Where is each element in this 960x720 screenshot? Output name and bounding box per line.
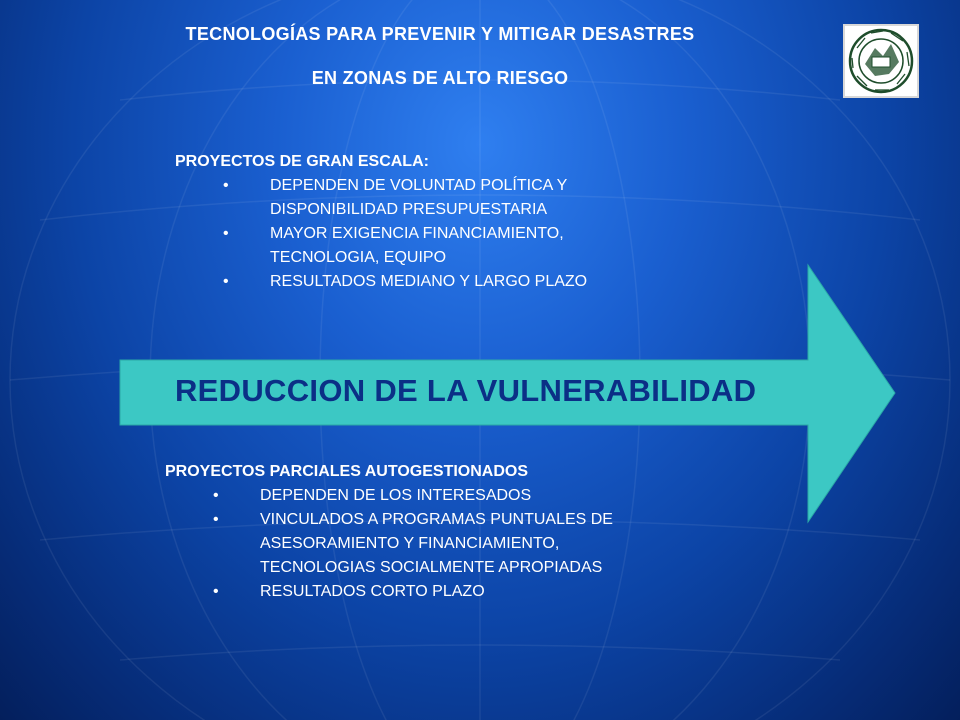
partial-projects [165, 463, 613, 604]
list-item [165, 508, 613, 580]
item-line: DEPENDEN DE VOLUNTAD POLÍTICA Y [270, 177, 568, 194]
bullet: • [213, 583, 219, 600]
title-line-1: TECNOLOGÍAS PARA PREVENIR Y MITIGAR DESASTRES [185, 24, 695, 44]
item-line: TECNOLOGIAS SOCIALMENTE APROPIADAS [260, 559, 603, 576]
title-line-2: EN ZONAS DE ALTO RIESGO [311, 68, 569, 88]
bullet: • [223, 177, 229, 194]
bullet: • [223, 273, 229, 290]
item-line: DISPONIBILIDAD PRESUPUESTARIA [270, 201, 548, 218]
item-line: ASESORAMIENTO Y FINANCIAMIENTO, [260, 535, 560, 552]
item-line: MAYOR EXIGENCIA FINANCIAMIENTO, [270, 225, 564, 242]
item-line: RESULTADOS MEDIANO Y LARGO PLAZO [270, 273, 588, 290]
item-line: RESULTADOS CORTO PLAZO [260, 583, 485, 600]
bullet: • [213, 487, 219, 504]
bullet: • [223, 225, 229, 242]
partial-projects-heading: PROYECTOS PARCIALES AUTOGESTIONADOS [165, 463, 529, 480]
arrow-label: REDUCCION DE LA VULNERABILIDAD [175, 373, 757, 408]
item-line: TECNOLOGIA, EQUIPO [270, 249, 447, 266]
item-line: DEPENDEN DE LOS INTERESADOS [260, 487, 532, 504]
item-line: VINCULADOS A PROGRAMAS PUNTUALES DE [260, 511, 613, 528]
partial-projects-list [165, 484, 613, 604]
list-item [165, 580, 613, 604]
large-projects-heading: PROYECTOS DE GRAN ESCALA: [175, 153, 429, 170]
bullet: • [213, 511, 219, 528]
list-item [165, 484, 613, 508]
